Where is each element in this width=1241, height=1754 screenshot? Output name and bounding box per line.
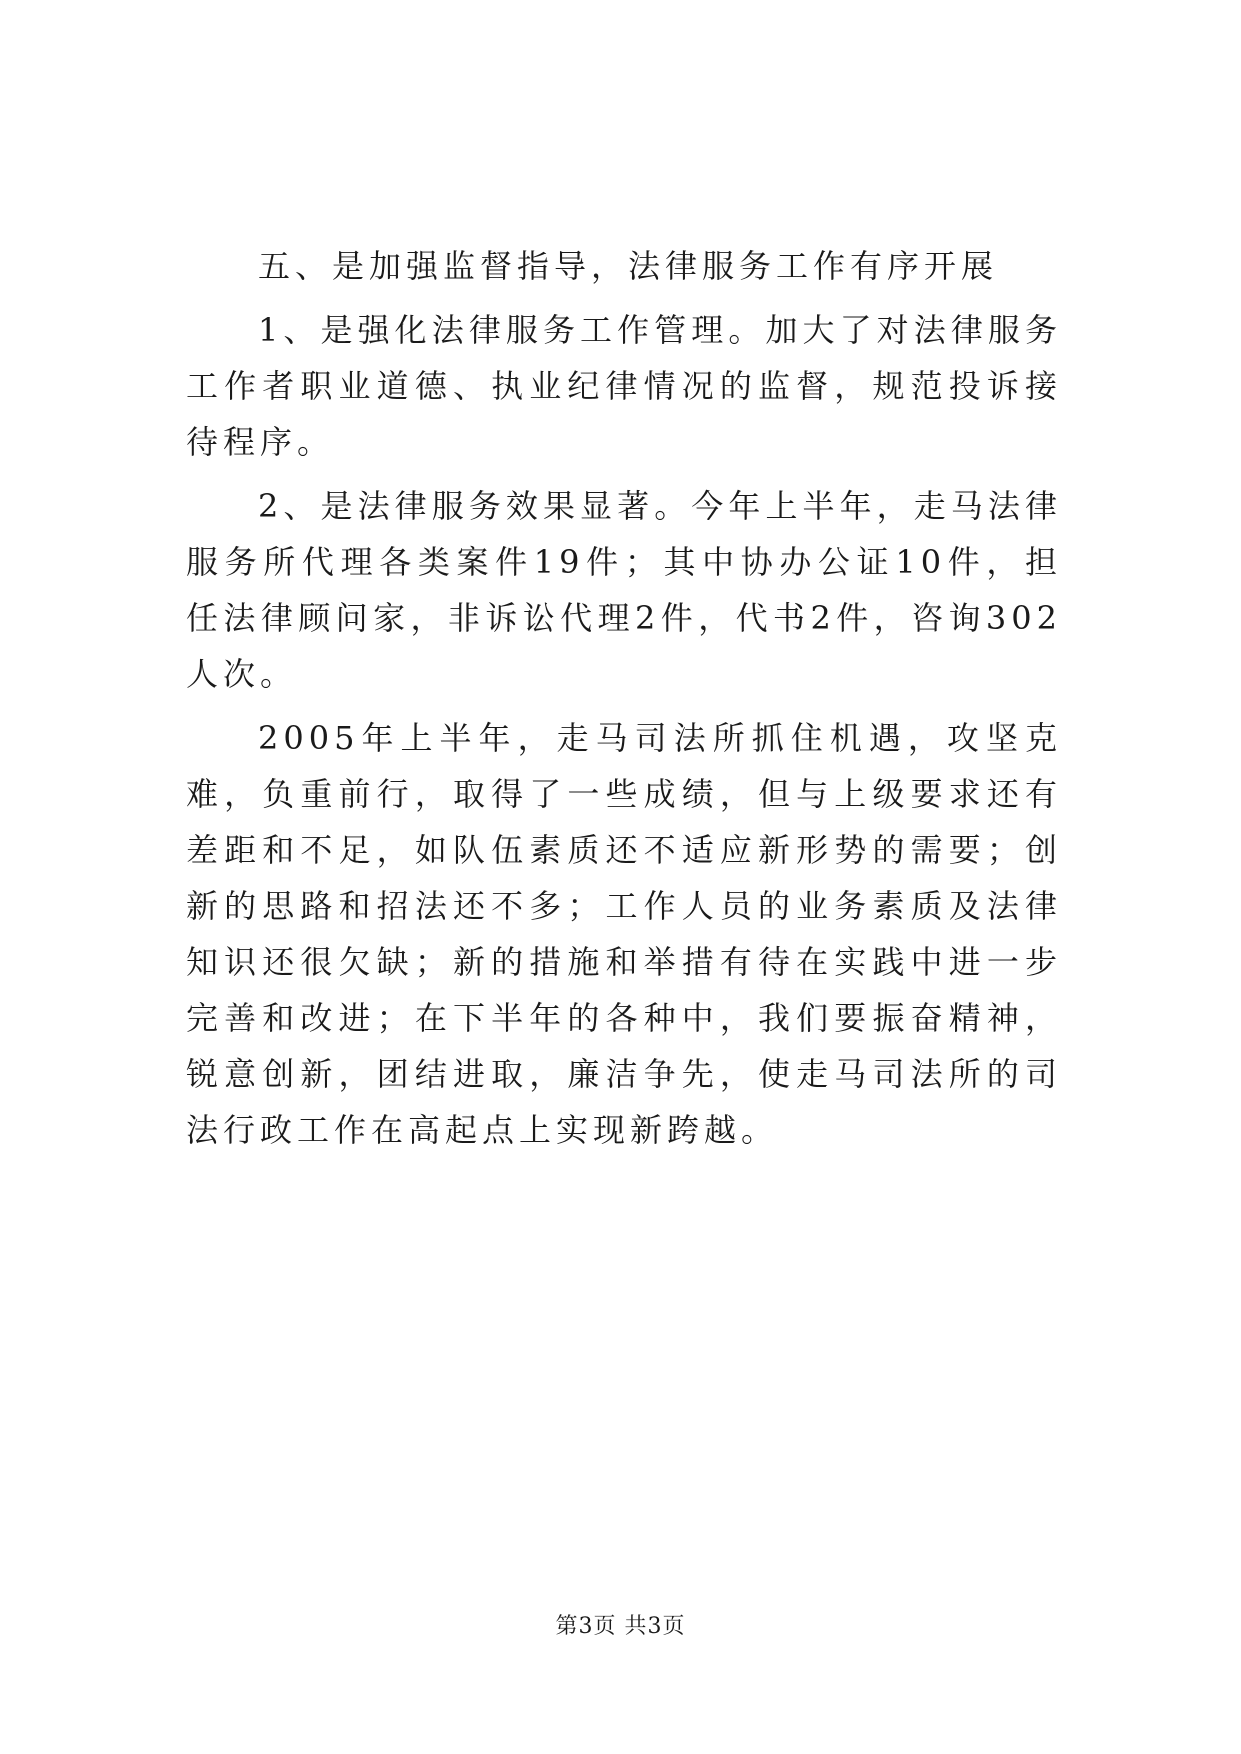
document-body <box>186 238 1062 1158</box>
section-heading: 五、是加强监督指导，法律服务工作有序开展 <box>258 247 999 285</box>
paragraph-summary: 2005年上半年，走马司法所抓住机遇，攻坚克难，负重前行，取得了一些成绩，但与上级要求还有差距和不足，如队伍素质还不适应新形势的需要；创新的思路和招法还不多；工作人员的业务素质及法律知识还很欠缺；新的措施和举措有待在实践中进一步完善和改进；在下半年的各种中，我们要振奋精神，锐意创新，团结进取，廉洁争先，使走马司法所的司法行政工作在高起点上实现新跨越。 <box>186 719 1062 1149</box>
paragraph-management: 1、是强化法律服务工作管理。加大了对法律服务工作者职业道德、执业纪律情况的监督，规范投诉接待程序。 <box>186 311 1062 461</box>
paragraph-results: 2、是法律服务效果显著。今年上半年，走马法律服务所代理各类案件19件；其中协办公证10件，担任法律顾问家，非诉讼代理2件，代书2件，咨询302人次。 <box>186 487 1062 693</box>
page-number-footer: 第3页 共3页 <box>555 1614 686 1639</box>
